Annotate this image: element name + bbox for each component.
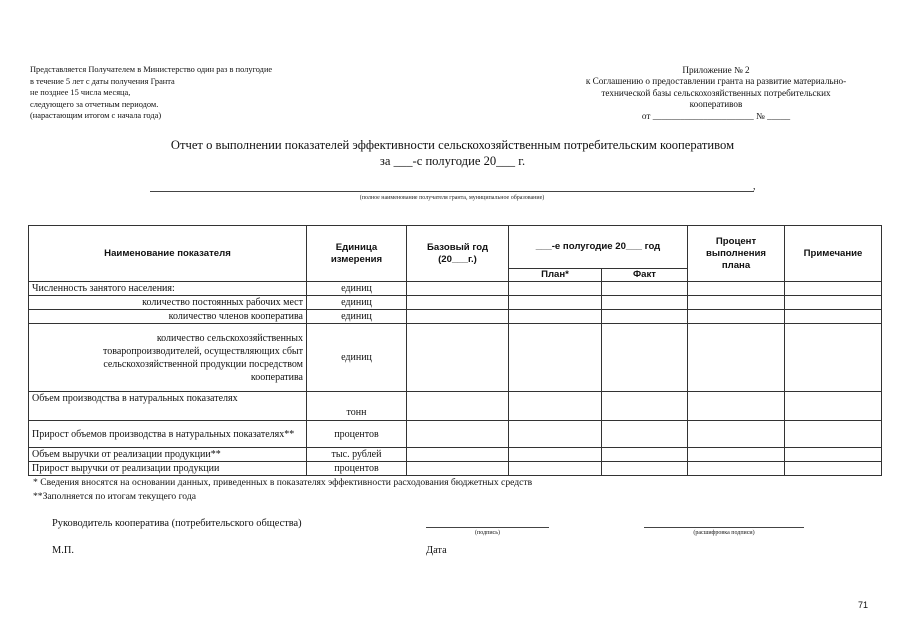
indicator-unit: процентов xyxy=(307,462,407,476)
base-cell xyxy=(407,296,509,310)
fact-cell xyxy=(602,282,688,296)
header-fact: Факт xyxy=(602,269,688,282)
submission-note-line: следующего за отчетным периодом. xyxy=(30,99,159,109)
table-row xyxy=(29,282,882,296)
indicator-name: Прирост выручки от реализации продукции xyxy=(29,462,307,476)
base-cell xyxy=(407,462,509,476)
note-cell xyxy=(785,324,882,392)
table-row xyxy=(29,462,882,476)
fact-cell xyxy=(602,462,688,476)
header-half-year: ___-е полугодие 20___ год xyxy=(509,226,688,269)
percent-cell xyxy=(688,462,785,476)
table-row xyxy=(29,324,882,392)
footnote-current-year: **Заполняется по итогам текущего года xyxy=(33,491,196,502)
indicator-unit: единиц xyxy=(307,310,407,324)
note-cell xyxy=(785,448,882,462)
table-row xyxy=(29,392,882,421)
note-cell xyxy=(785,282,882,296)
percent-cell xyxy=(688,296,785,310)
appendix-header xyxy=(548,64,884,122)
plan-cell xyxy=(509,462,602,476)
indicator-name: количество сельскохозяйственных товаропроизводителей, осуществляющих сбыт сельскохозяйственной продукции посредством кооператива xyxy=(29,324,307,392)
percent-cell xyxy=(688,392,785,421)
indicator-name: Объем выручки от реализации продукции** xyxy=(29,448,307,462)
note-cell xyxy=(785,392,882,421)
table-row xyxy=(29,448,882,462)
head-of-cooperative-label: Руководитель кооператива (потребительского общества) xyxy=(52,518,302,529)
plan-cell xyxy=(509,392,602,421)
submission-note-line: (нарастающим итогом с начала года) xyxy=(30,111,162,120)
percent-cell xyxy=(688,421,785,448)
recipient-caption: (полное наименование получателя гранта, муниципальное образование) xyxy=(359,195,545,201)
date-label: Дата xyxy=(426,545,447,556)
base-cell xyxy=(407,310,509,324)
fact-cell xyxy=(602,310,688,324)
signature-line xyxy=(426,527,549,528)
table-row xyxy=(29,421,882,448)
header-note: Примечание xyxy=(785,226,882,282)
recipient-comma: , xyxy=(753,181,756,192)
appendix-date-number: от ______________________ № _____ xyxy=(641,110,791,121)
appendix-line: к Соглашению о предоставлении гранта на развитие материально- xyxy=(585,76,847,86)
footnote-plan: * Сведения вносятся на основании данных, приведенных в показателях эффективности расходования бюджетных средств xyxy=(33,477,533,488)
plan-cell xyxy=(509,296,602,310)
plan-cell xyxy=(509,448,602,462)
report-period: за ___-с полугодие 20___ г. xyxy=(379,154,526,168)
signature-decode-line xyxy=(644,527,804,528)
plan-cell xyxy=(509,282,602,296)
indicator-unit: тыс. рублей xyxy=(307,448,407,462)
indicator-name: Прирост объемов производства в натуральных показателях** xyxy=(29,421,307,448)
indicators-table xyxy=(28,225,882,476)
note-cell xyxy=(785,462,882,476)
header-base-year: Базовый год (20___г.) xyxy=(407,226,509,282)
recipient-name-line xyxy=(150,191,754,192)
indicator-unit: единиц xyxy=(307,324,407,392)
percent-cell xyxy=(688,324,785,392)
table-row xyxy=(29,296,882,310)
plan-cell xyxy=(509,324,602,392)
submission-note-line: в течение 5 лет с даты получения Гранта xyxy=(30,76,175,86)
header-plan: План* xyxy=(509,269,602,282)
plan-cell xyxy=(509,421,602,448)
header-unit: Единица измерения xyxy=(307,226,407,282)
fact-cell xyxy=(602,324,688,392)
percent-cell xyxy=(688,282,785,296)
percent-cell xyxy=(688,310,785,324)
indicator-name: количество членов кооператива xyxy=(29,310,307,324)
indicator-unit: единиц xyxy=(307,296,407,310)
indicator-name: Объем производства в натуральных показателях xyxy=(29,392,307,421)
indicator-name: количество постоянных рабочих мест xyxy=(29,296,307,310)
submission-note xyxy=(30,64,272,122)
header-percent-completion: Процент выполнения плана xyxy=(688,226,785,282)
report-title: Отчет о выполнении показателей эффективности сельскохозяйственным потребительским кооперативом xyxy=(170,138,735,152)
plan-cell xyxy=(509,310,602,324)
fact-cell xyxy=(602,392,688,421)
indicator-name: Численность занятого населения: xyxy=(29,282,307,296)
base-cell xyxy=(407,448,509,462)
header-indicator-name: Наименование показателя xyxy=(29,226,307,282)
page-number: 71 xyxy=(858,600,869,610)
note-cell xyxy=(785,296,882,310)
base-cell xyxy=(407,421,509,448)
stamp-label: М.П. xyxy=(52,545,74,556)
signature-caption: (подпись) xyxy=(475,530,500,536)
appendix-title: Приложение № 2 xyxy=(682,65,750,75)
base-cell xyxy=(407,392,509,421)
submission-note-line: Представляется Получателем в Министерство один раз в полугодие xyxy=(30,65,273,74)
indicator-unit: тонн xyxy=(307,392,407,421)
base-cell xyxy=(407,282,509,296)
appendix-line: технической базы сельскохозяйственных потребительских xyxy=(601,87,831,98)
base-cell xyxy=(407,324,509,392)
submission-note-line: не позднее 15 числа месяца, xyxy=(30,88,131,97)
indicator-unit: единиц xyxy=(307,282,407,296)
fact-cell xyxy=(602,296,688,310)
table-row xyxy=(29,310,882,324)
fact-cell xyxy=(602,448,688,462)
indicator-unit: процентов xyxy=(307,421,407,448)
fact-cell xyxy=(602,421,688,448)
note-cell xyxy=(785,421,882,448)
signature-decode-caption: (расшифровка подписи) xyxy=(693,530,755,536)
note-cell xyxy=(785,310,882,324)
appendix-line: кооперативов xyxy=(689,99,743,110)
percent-cell xyxy=(688,448,785,462)
